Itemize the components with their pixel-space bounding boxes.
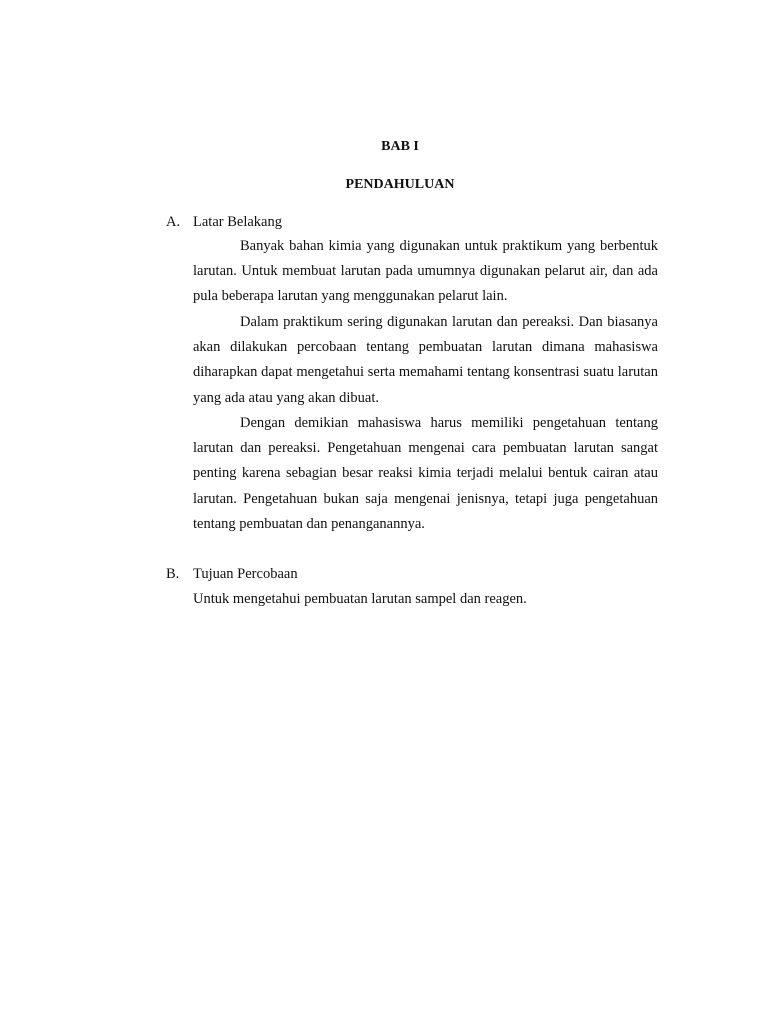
section-b-text: Untuk mengetahui pembuatan larutan sampel dan reagen. bbox=[193, 591, 527, 607]
paragraph-2: Dalam praktikum sering digunakan larutan dan pereaksi. Dan biasanya akan dilakukan percobaan tentang pembuatan larutan dimana mahasiswa diharapkan dapat mengetahui serta memahami tentang konsentrasi suatu larutan yang ada atau yang akan dibuat. bbox=[193, 314, 658, 406]
section-b-heading bbox=[166, 565, 298, 583]
section-a-heading bbox=[166, 213, 282, 231]
chapter-number: BAB I bbox=[381, 139, 419, 154]
section-b-marker: B. bbox=[166, 566, 180, 582]
section-a-marker: A. bbox=[166, 214, 181, 230]
paragraph-3: Dengan demikian mahasiswa harus memiliki pengetahuan tentang larutan dan pereaksi. Pengetahuan mengenai cara pembuatan larutan sangat penting karena sebagian besar reaksi kimia terjadi melalui bentuk cairan atau larutan. Pengetahuan bukan saja mengenai jenisnya, tetapi juga pengetahuan tentang pembuatan dan penanganannya. bbox=[193, 415, 658, 532]
chapter-title: PENDAHULUAN bbox=[345, 177, 455, 192]
section-b-title: Tujuan Percobaan bbox=[193, 566, 298, 582]
paragraph-1: Banyak bahan kimia yang digunakan untuk praktikum yang berbentuk larutan. Untuk membuat larutan pada umumnya digunakan pelarut air, dan ada pula beberapa larutan yang menggunakan pelarut lain. bbox=[193, 238, 658, 305]
section-a-title: Latar Belakang bbox=[193, 214, 282, 230]
